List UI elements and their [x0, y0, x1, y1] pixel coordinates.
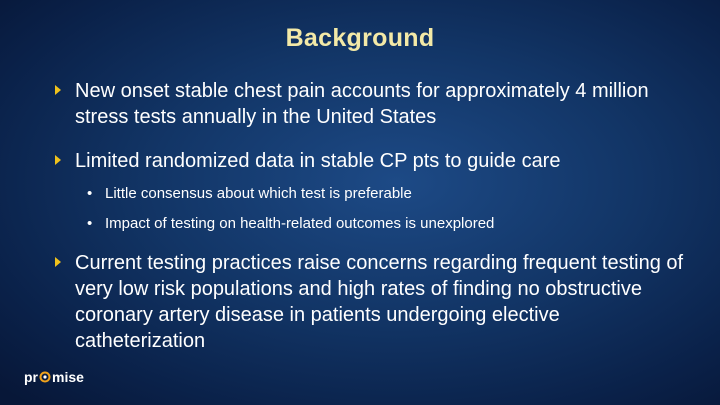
- sub-bullet-dot-icon: •: [87, 185, 93, 202]
- bullet-list: [53, 78, 693, 354]
- sub-bullet-text: Impact of testing on health-related outcomes is unexplored: [105, 215, 495, 232]
- sub-bullet-item: [53, 214, 693, 234]
- bullet-item: [53, 148, 693, 174]
- bullet-text: Limited randomized data in stable CP pts to guide care: [75, 150, 561, 172]
- bullet-marker-icon: [55, 155, 61, 165]
- bullet-item: [53, 78, 693, 130]
- bullet-marker-icon: [55, 257, 61, 267]
- promise-logo: [24, 369, 84, 385]
- logo-text-right: mise: [52, 369, 84, 385]
- bullet-text: Current testing practices raise concerns regarding frequent testing of very low risk populations and high rates of finding no obstructive coronary artery disease in patients undergoing elective catheterization: [75, 252, 684, 352]
- sub-bullet-dot-icon: •: [87, 215, 93, 232]
- sub-bullet-item: [53, 184, 693, 204]
- sub-bullet-text: Little consensus about which test is preferable: [105, 185, 412, 202]
- bullet-marker-icon: [55, 85, 61, 95]
- bullet-text: New onset stable chest pain accounts for approximately 4 million stress tests annually in the United States: [75, 80, 649, 128]
- logo-text-left: pr: [24, 369, 38, 385]
- slide-title: Background: [285, 24, 435, 52]
- logo-swirl-icon: [39, 371, 51, 383]
- bullet-item: [53, 250, 693, 354]
